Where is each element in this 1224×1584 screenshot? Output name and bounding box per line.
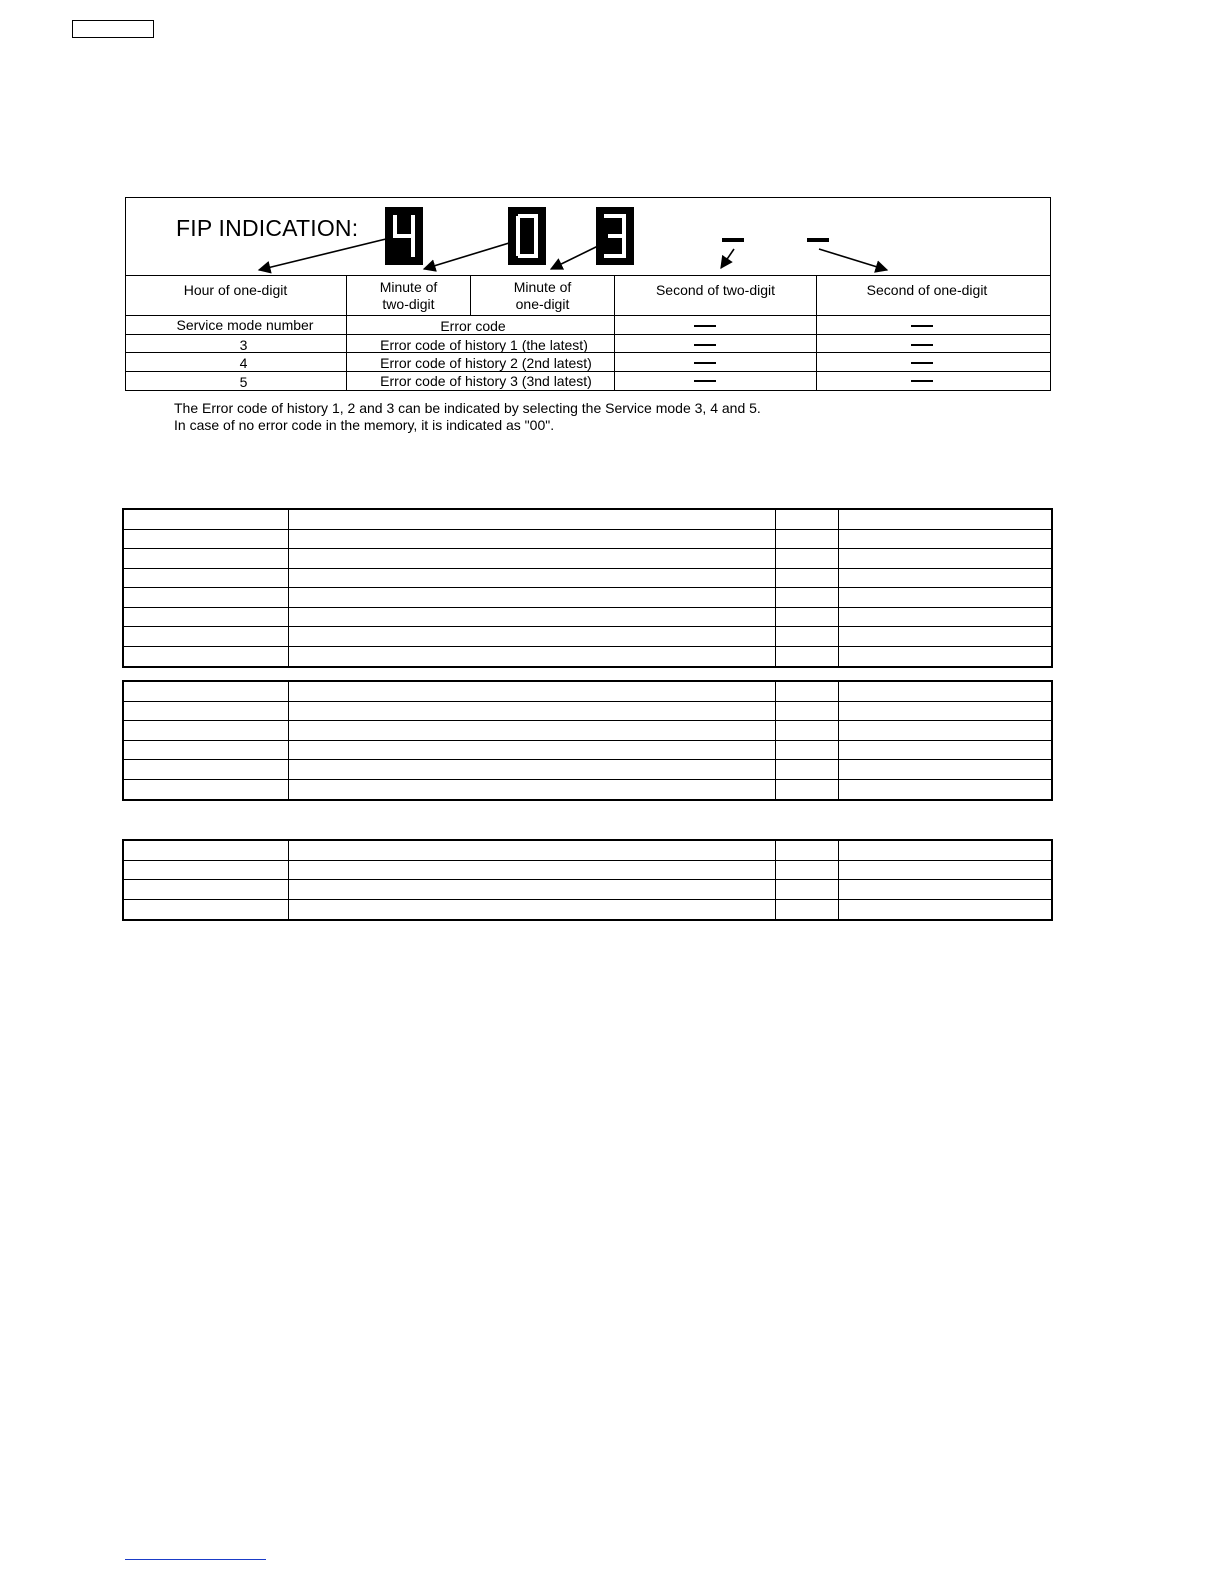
dash-placeholder [694,380,716,382]
service-mode-5: 5 [239,374,248,390]
fip-table-rule [125,275,1051,276]
empty-table-3 [122,839,1053,921]
indicator-arrows [0,0,1224,320]
fip-table-rule [125,315,1051,316]
empty-table-2 [122,680,1053,801]
table-row [124,510,1051,530]
dash-placeholder [911,325,933,327]
dash-placeholder [694,344,716,346]
header-second-two-digit: Second of two-digit [655,282,776,298]
table-row [124,702,1051,722]
table-row [124,627,1051,647]
fip-title: FIP INDICATION: [176,215,359,241]
note-line-2: In case of no error code in the memory, it is indicated as "00". [174,417,555,433]
header-minute-two-digit-line2: two-digit [382,296,435,312]
label-error-code: Error code [440,318,506,334]
error-history-2: Error code of history 2 (2nd latest) [380,355,592,371]
table-row [124,682,1051,702]
dash-placeholder [911,380,933,382]
label-service-mode-number: Service mode number [176,317,314,333]
header-minute-one-digit-line1: Minute of [513,279,572,295]
table-row [124,721,1051,741]
table-row [124,647,1051,667]
table-row [124,588,1051,608]
footer-rule [125,1559,266,1560]
error-history-3: Error code of history 3 (3nd latest) [380,373,592,389]
empty-table-1 [122,508,1053,668]
service-mode-3: 3 [239,337,248,353]
dash-placeholder [911,344,933,346]
service-mode-4: 4 [239,355,248,371]
note-line-1: The Error code of history 1, 2 and 3 can be indicated by selecting the Service mode 3, 4 and 5. [174,400,761,416]
table-row [124,741,1051,761]
table-row [124,549,1051,569]
fip-table-rule [125,334,1051,335]
table-row [124,530,1051,550]
table-row [124,760,1051,780]
table-row [124,780,1051,800]
header-second-one-digit: Second of one-digit [866,282,988,298]
error-history-1: Error code of history 1 (the latest) [380,337,588,353]
header-minute-one-digit-line2: one-digit [515,296,570,312]
header-hour-one-digit: Hour of one-digit [183,282,288,298]
fip-table-rule [125,371,1051,372]
dash-placeholder [694,362,716,364]
table-row [124,841,1051,861]
table-row [124,608,1051,628]
table-row [124,900,1051,920]
header-minute-two-digit-line1: Minute of [379,279,438,295]
table-row [124,861,1051,881]
table-row [124,569,1051,589]
table-row [124,880,1051,900]
dash-placeholder [694,325,716,327]
dash-placeholder [911,362,933,364]
